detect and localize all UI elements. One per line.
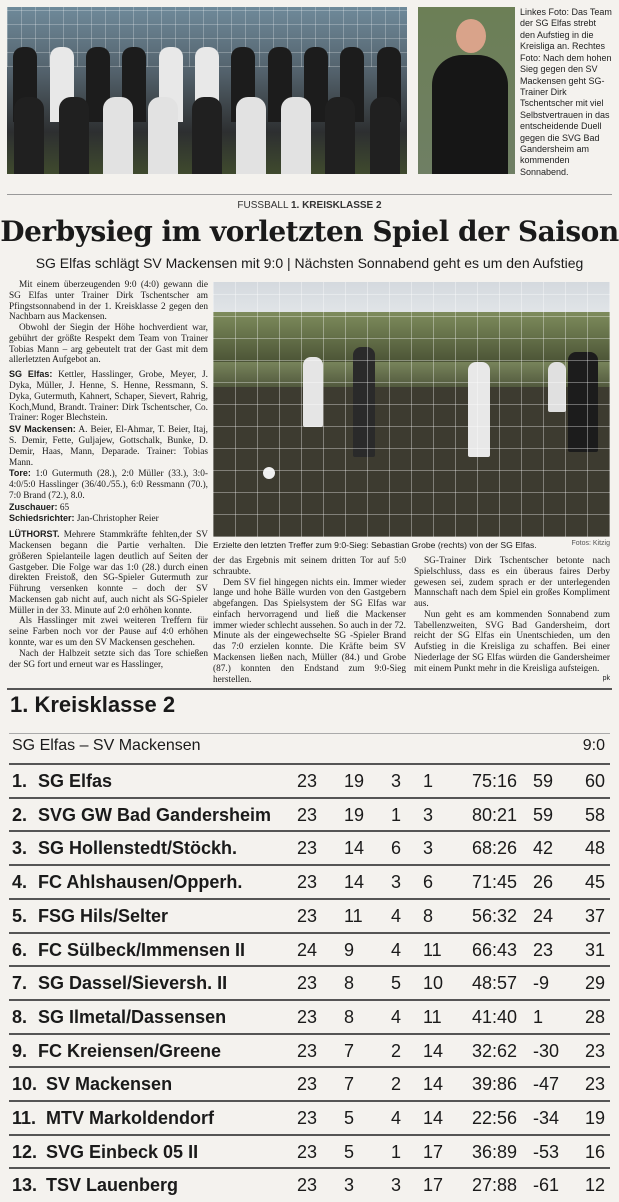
points: 45 bbox=[585, 872, 606, 893]
table-title: 1. Kreisklasse 2 bbox=[10, 692, 176, 717]
games-played: 23 bbox=[297, 838, 318, 859]
wins: 19 bbox=[344, 771, 365, 791]
points: 29 bbox=[585, 973, 606, 994]
team-name: SVG Einbeck 05 II bbox=[46, 1141, 199, 1162]
games-played: 23 bbox=[297, 1074, 318, 1095]
wins: 19 bbox=[344, 804, 365, 825]
goal-ratio: 56:32 bbox=[472, 905, 518, 926]
draws: 2 bbox=[391, 1074, 402, 1095]
losses: 14 bbox=[423, 1108, 444, 1128]
article-paragraph: Nach der Halbzeit setzte sich das Tore schießen der SG fort und erneut war es Hasslinger, bbox=[9, 648, 208, 670]
article-paragraph: SG-Trainer Dirk Tschentscher betonte nach Spielschluss, dass es ein überaus faires Derby gewesen sei, zudem sprach er der unterlegenden Mannschaft nach dem Spiel ein großes Kompliment aus. bbox=[414, 556, 610, 610]
team-name: SVG GW Bad Gandersheim bbox=[38, 804, 272, 825]
team-name: SG Ilmetal/Dassensen bbox=[38, 1006, 227, 1027]
losses: 14 bbox=[423, 1040, 444, 1061]
lineup-elfas: SG Elfas: Kettler, Hasslinger, Grobe, Meyer, J. Dyka, Müller, J. Henne, S. Henne, Ressmann, S. Dyka, Gutermuth, Kahnert, Schaper, Sievert, Rahrig, Koch,Mund, Brandt. Trainer: Dirk Tschentscher, Co. Trainer: Roger Blechstein. bbox=[9, 369, 208, 424]
games-played: 23 bbox=[297, 905, 318, 926]
goal-difference: 59 bbox=[533, 771, 554, 791]
article-intro: Mit einem überzeugenden 9:0 (4:0) gewann die SG Elfas unter Trainer Dirk Tschentscher am Pfingstsonnabend in der 1. Kreisklasse 2 gegen den Nachbarn aus Mackensen. bbox=[9, 280, 208, 323]
team-name: SV Mackensen bbox=[46, 1074, 173, 1095]
points: 60 bbox=[585, 771, 606, 791]
table-row bbox=[9, 830, 610, 865]
goals-list: Tore: 1:0 Gutermuth (28.), 2:0 Müller (33.), 3:0-4:0/5:0 Hasslinger (36/40./55.), 6:0 Ressmann (70.), 7:0 Brand (72.), 8.0. bbox=[9, 468, 208, 501]
draws: 3 bbox=[391, 872, 402, 893]
team-name: MTV Markoldendorf bbox=[46, 1108, 215, 1128]
points: 16 bbox=[585, 1141, 606, 1162]
draws: 2 bbox=[391, 1040, 402, 1061]
wins: 14 bbox=[344, 838, 365, 859]
divider bbox=[7, 194, 612, 195]
article-paragraph: der das Ergebnis mit seinem dritten Tor auf 5:0 schraubte. bbox=[213, 556, 406, 577]
losses: 14 bbox=[423, 1074, 444, 1095]
rank: 10. bbox=[12, 1074, 38, 1095]
table-row bbox=[9, 1066, 610, 1101]
games-played: 23 bbox=[297, 1108, 318, 1128]
goal-ratio: 75:16 bbox=[472, 771, 518, 791]
kicker-league: 1. KREISKLASSE 2 bbox=[290, 200, 382, 211]
losses: 11 bbox=[423, 1006, 442, 1027]
match-photo-caption bbox=[213, 540, 610, 550]
goal-ratio: 48:57 bbox=[472, 973, 518, 994]
games-played: 23 bbox=[297, 1175, 318, 1196]
rank: 12. bbox=[12, 1141, 38, 1162]
goal-ratio: 22:56 bbox=[472, 1108, 518, 1128]
goal-difference: 42 bbox=[533, 838, 554, 859]
draws: 3 bbox=[391, 1175, 402, 1196]
article-column-1 bbox=[9, 280, 208, 670]
draws: 4 bbox=[391, 1108, 402, 1128]
article-paragraph: Dem SV fiel hingegen nichts ein. Immer wieder lange und hohe Bälle wurden von den Gastgebern abgefangen. Das Spielsystem der SG Elfas war einfach hervorragend und ließ die Mackenser immer wieder schlecht aussehen. So auch in der 72. Minute als der eingewechselte SG -Spieler Brand das 7:0 erzielen konnte. Die Kräfte beim SV Mackensen ließen nach, Müller (84.) und Grobe (87.) konnten den Endstand zum 9:0-Sieg herstellen. bbox=[213, 577, 406, 685]
table-row bbox=[9, 763, 610, 798]
table-row bbox=[9, 999, 610, 1034]
goal-ratio: 71:45 bbox=[472, 872, 518, 893]
rank: 5. bbox=[12, 905, 28, 926]
points: 58 bbox=[585, 804, 606, 825]
referee: Schiedsrichter: Jan-Christopher Reier bbox=[9, 513, 159, 525]
article-paragraph: Obwohl der Siegin der Höhe hochverdient war, gebührt der größte Respekt dem Team von Trainer Tobias Mann – arg gebeutelt trat der Gast mit dem allerletzten Aufgebot an. bbox=[9, 323, 208, 366]
wins: 3 bbox=[344, 1175, 355, 1196]
article-column-3 bbox=[414, 556, 610, 682]
points: 12 bbox=[585, 1175, 606, 1196]
match-score: 9:0 bbox=[582, 737, 605, 754]
match-photo bbox=[213, 282, 610, 537]
losses: 17 bbox=[423, 1141, 444, 1162]
goal-ratio: 32:62 bbox=[472, 1040, 518, 1061]
table-row bbox=[9, 965, 610, 1000]
table-row bbox=[9, 898, 610, 933]
games-played: 23 bbox=[297, 804, 318, 825]
article-paragraph: Als Hasslinger mit zwei weiteren Treffern für seine Farben noch vor der Pause auf 4:0 erhöhen konnte, war es um den SV Mackensen geschehen. bbox=[9, 616, 208, 648]
rank: 7. bbox=[12, 973, 28, 994]
article-paragraph: Nun geht es am kommenden Sonnabend zum Tabellenzweiten, SVG Bad Gandersheim, dort reicht der SG Elfas ein Unentschieden, um den Aufstieg in die Kreisliga zu schaffen. Bei einer Niederlage der SG Elfas würden die Gandersheimer mit einem Punkt mehr in die Kreisliga aufsteigen. bbox=[414, 609, 610, 674]
goal-difference: 26 bbox=[533, 872, 554, 893]
kicker-section: FUSSBALL bbox=[237, 200, 289, 211]
kicker bbox=[0, 200, 619, 211]
team-name: FC Ahlshausen/Opperh. bbox=[38, 872, 243, 893]
losses: 1 bbox=[423, 771, 434, 791]
draws: 1 bbox=[391, 1141, 402, 1162]
goal-ratio: 39:86 bbox=[472, 1074, 518, 1095]
rank: 1. bbox=[12, 771, 28, 791]
draws: 1 bbox=[391, 804, 402, 825]
wins: 14 bbox=[344, 872, 365, 893]
draws: 3 bbox=[391, 771, 402, 791]
team-name: FC Kreiensen/Greene bbox=[38, 1040, 222, 1061]
caption-text: Erzielte den letzten Treffer zum 9:0-Sieg: Sebastian Grobe (rechts) von der SG Elfas. bbox=[213, 540, 537, 550]
goal-difference: -53 bbox=[533, 1141, 560, 1162]
draws: 4 bbox=[391, 939, 402, 960]
team-name: FSG Hils/Selter bbox=[38, 905, 169, 926]
losses: 10 bbox=[423, 973, 444, 994]
rank: 8. bbox=[12, 1006, 28, 1027]
goal-difference: 1 bbox=[533, 1006, 544, 1027]
team-name: SG Dassel/Sieversh. II bbox=[38, 973, 228, 994]
games-played: 23 bbox=[297, 1006, 318, 1027]
team-photo bbox=[7, 7, 407, 174]
rank: 13. bbox=[12, 1175, 38, 1196]
table-row bbox=[9, 1167, 610, 1202]
headline: Derbysieg im vorletzten Spiel der Saison bbox=[0, 215, 619, 248]
draws: 4 bbox=[391, 1006, 402, 1027]
table-row bbox=[9, 1134, 610, 1169]
coach-photo bbox=[418, 7, 515, 174]
article-paragraph: LÜTHORST. Mehrere Stammkräfte fehlten,der SV Mackensen begann die Partie verhalten. Die größeren Spielanteile lagen deutlich auf Seiten der Gastgeber. Die Folge war das 1:0 (28.) durch einen direkten Freistoß, den SG-Spieler Gutermuth zur Führung versenken konnte – doch der SV Mackensen gab nicht auf, auch nicht als SG-Spieler Müller in der 33. Minute auf 2:0 erhöhen konnte. bbox=[9, 529, 208, 616]
points: 37 bbox=[585, 905, 606, 926]
goal-difference: -30 bbox=[533, 1040, 560, 1061]
goal-ratio: 27:88 bbox=[472, 1175, 518, 1196]
wins: 8 bbox=[344, 973, 355, 994]
games-played: 23 bbox=[297, 771, 318, 791]
rank: 2. bbox=[12, 804, 28, 825]
rank: 6. bbox=[12, 939, 28, 960]
team-name: TSV Lauenberg bbox=[46, 1175, 179, 1196]
goal-ratio: 36:89 bbox=[472, 1141, 518, 1162]
losses: 11 bbox=[423, 939, 442, 960]
losses: 3 bbox=[423, 804, 434, 825]
goal-ratio: 41:40 bbox=[472, 1006, 518, 1027]
losses: 8 bbox=[423, 905, 434, 926]
goal-difference: -61 bbox=[533, 1175, 560, 1196]
team-name: FC Sülbeck/Immensen II bbox=[38, 939, 246, 960]
table-row bbox=[9, 1100, 610, 1135]
spectators: Zuschauer: 65 bbox=[9, 501, 70, 513]
games-played: 23 bbox=[297, 973, 318, 994]
goal-difference: 23 bbox=[533, 939, 554, 960]
goal-difference: -9 bbox=[533, 973, 550, 994]
goal-ratio: 66:43 bbox=[472, 939, 518, 960]
match-result bbox=[9, 733, 610, 760]
wins: 7 bbox=[344, 1040, 355, 1061]
wins: 7 bbox=[344, 1074, 355, 1095]
rank: 9. bbox=[12, 1040, 28, 1061]
losses: 6 bbox=[423, 872, 434, 893]
goal-ratio: 80:21 bbox=[472, 804, 518, 825]
goal-difference: 24 bbox=[533, 905, 554, 926]
wins: 11 bbox=[344, 905, 363, 926]
article-column-2 bbox=[213, 556, 406, 685]
subline: SG Elfas schlägt SV Mackensen mit 9:0 | Nächsten Sonnabend geht es um den Aufstieg bbox=[35, 255, 584, 271]
match-teams: SG Elfas – SV Mackensen bbox=[12, 737, 201, 754]
wins: 8 bbox=[344, 1006, 355, 1027]
goal-ratio: 68:26 bbox=[472, 838, 518, 859]
author-signature: pk bbox=[602, 674, 610, 682]
table-row bbox=[9, 932, 610, 967]
games-played: 23 bbox=[297, 1141, 318, 1162]
points: 31 bbox=[585, 939, 606, 960]
rank: 3. bbox=[12, 838, 28, 859]
games-played: 23 bbox=[297, 872, 318, 893]
points: 28 bbox=[585, 1006, 606, 1027]
points: 23 bbox=[585, 1040, 606, 1061]
wins: 5 bbox=[344, 1141, 355, 1162]
rank: 4. bbox=[12, 872, 28, 893]
games-played: 24 bbox=[297, 939, 318, 960]
losses: 3 bbox=[423, 838, 434, 859]
team-name: SG Elfas bbox=[38, 771, 113, 791]
draws: 6 bbox=[391, 838, 402, 859]
wins: 5 bbox=[344, 1108, 355, 1128]
table-row bbox=[9, 864, 610, 899]
goal-difference: 59 bbox=[533, 804, 554, 825]
team-name: SG Hollenstedt/Stöckh. bbox=[38, 838, 238, 859]
photo-caption: Linkes Foto: Das Team der SG Elfas strebt den Aufstieg in die Kreisliga an. Rechtes Foto: Nach dem hohen Sieg gegen den SV Mackensen geht SG-Trainer Dirk Tschentscher mit viel Selbstvertrauen in das entscheidende Duell gegen die SVG Bad Gandersheim am kommenden Sonnabend. bbox=[520, 7, 612, 177]
games-played: 23 bbox=[297, 1040, 318, 1061]
photo-credit: Fotos: Kitzig bbox=[571, 540, 610, 547]
table-row bbox=[9, 797, 610, 832]
goal-difference: -47 bbox=[533, 1074, 560, 1095]
table-row bbox=[9, 1033, 610, 1068]
rank: 11. bbox=[12, 1108, 37, 1128]
divider bbox=[7, 688, 612, 690]
points: 48 bbox=[585, 838, 606, 859]
points: 19 bbox=[585, 1108, 606, 1128]
draws: 4 bbox=[391, 905, 402, 926]
lineup-mackensen: SV Mackensen: A. Beier, El-Ahmar, T. Beier, Itaj, S. Demir, Fette, Guljajew, Gottschalk, Bunke, D. Demir, Haas, Mann, Deparade. Trainer: Tobias Mann. bbox=[9, 424, 209, 468]
points: 23 bbox=[585, 1074, 606, 1095]
goal-difference: -34 bbox=[533, 1108, 560, 1128]
losses: 17 bbox=[423, 1175, 444, 1196]
wins: 9 bbox=[344, 939, 355, 960]
draws: 5 bbox=[391, 973, 402, 994]
